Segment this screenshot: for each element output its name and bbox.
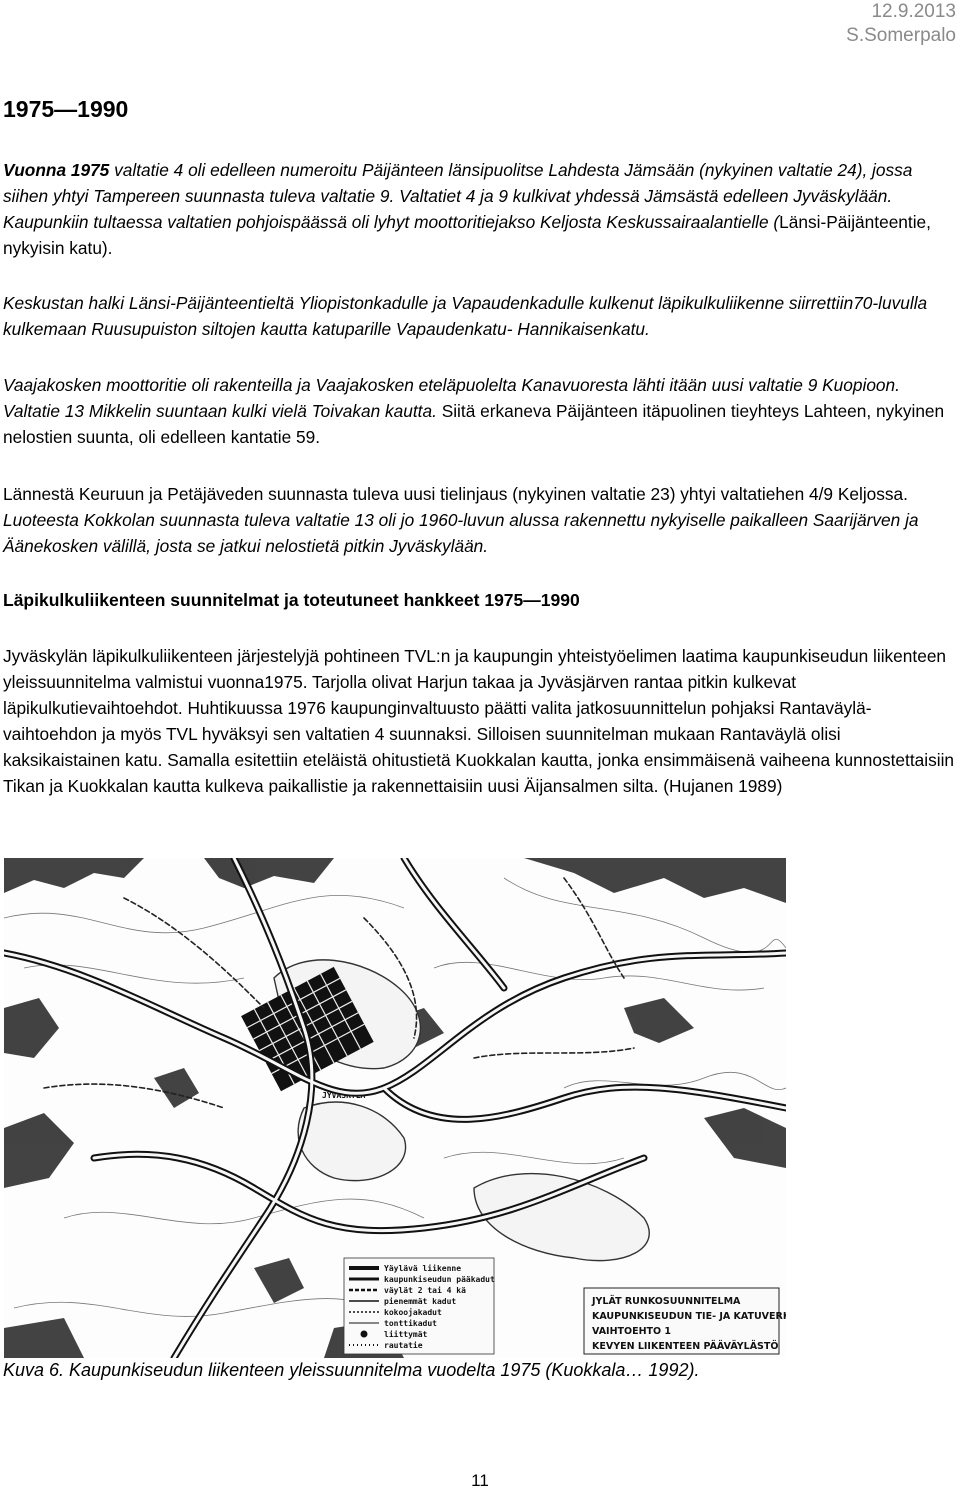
title-block-line: KEVYEN LIIKENTEEN PÄÄVÄYLÄSTÖ bbox=[592, 1341, 779, 1352]
map-drawing bbox=[4, 858, 786, 1358]
map-legend bbox=[344, 1258, 495, 1354]
legend-item: kaupunkiseudun pääkadut bbox=[384, 1275, 495, 1284]
title-block-line: KAUPUNKISEUDUN TIE- JA KATUVERKKO bbox=[592, 1311, 786, 1322]
paragraph-3-italic: Vaajakosken moottoritie oli rakenteilla ja Vaajakosken eteläpuolelta Kanavuoresta lähti itään uusi valtatie 9 Kuopioon. Valtatie 13 Mikkelin suuntaan kulki vielä Toivakan kautta. bbox=[3, 375, 900, 421]
map-city-label: JYVÄSKYLÄ bbox=[322, 1091, 366, 1100]
paragraph-5: Jyväskylän läpikulkuliikenteen järjestelyjä pohtineen TVL:n ja kaupungin yhteistyöelimen laatima kaupunkiseudun liikenteen yleissuunnitelma valmistui vuonna1975. Tarjolla olivat Harjun takaa ja Jyväsjärven rantaa pitkin kulkevat läpikulkutievaihtoehdot. Huhtikuussa 1976 kaupunginvaltuusto päätti valita jatkosuunnittelun pohjaksi Rantaväylä-vaihtoehdon ja myös TVL hyväksyi sen valtatien 4 suunnaksi. Silloisen suunnitelman mukaan Rantaväylä olisi kaksikaistainen katu. Samalla esitettiin eteläistä ohitustietä Kuokkalan kautta, jonka ensimmäisenä vaiheena kunnostettaisiin Tikan ja Kuokkalan kautta kulkeva paikallistie ja rakennettaisiin uusi Äijansalmen silta. (Hujanen 1989) bbox=[3, 646, 955, 796]
paragraph-3 bbox=[3, 372, 958, 450]
legend-item: pienemmät kadut bbox=[384, 1297, 457, 1306]
road-plan-map bbox=[4, 858, 786, 1358]
paragraph-1-tail: Länsi-Päijänteentie, nykyisin katu). bbox=[3, 212, 931, 258]
page-header bbox=[846, 0, 956, 48]
paragraph-1-text: valtatie 4 oli edelleen numeroitu Päijänteen länsipuolitse Lahdesta Jämsään (nykyinen valtatie 24), jossa siihen yhtyi Tampereen suunnasta tuleva valtatie 9. Valtatiet 4 ja 9 kulkivat yhdessä Jämsästä edelleen Jyväskylään. Kaupunkiin tultaessa valtatien pohjoispäässä oli lyhyt moottoritiejakso Keljosta Keskussairaalantielle ( bbox=[3, 160, 913, 232]
legend-item: liittymät bbox=[384, 1330, 428, 1339]
paragraph-2: Keskustan halki Länsi-Päijänteentieltä Yliopistonkadulle ja Vapaudenkadulle kulkenut läpikulkuliikenne siirrettiin70-luvulla kulkemaan Ruusupuiston siltojen kautta katuparille Vapaudenkatu- Hannikaisenkatu. bbox=[3, 293, 928, 339]
legend-item: kokoojakadut bbox=[384, 1308, 442, 1317]
figure-caption: Kuva 6. Kaupunkiseudun liikenteen yleissuunnitelma vuodelta 1975 (Kuokkala… 1992). bbox=[3, 1360, 700, 1380]
paragraph-4-italic: Luoteesta Kokkolan suunnasta tuleva valtatie 13 oli jo 1960-luvun alussa rakennettu nykyiselle paikalleen Saarijärven ja Äänekosken välillä, josta se jatkui nelostietä pitkin Jyväskylään. bbox=[3, 510, 919, 556]
legend-item: tonttikadut bbox=[384, 1319, 437, 1328]
paragraph-4 bbox=[3, 481, 958, 559]
legend-item: rautatie bbox=[384, 1341, 423, 1350]
header-author: S.Somerpalo bbox=[846, 25, 956, 46]
map-title-block bbox=[584, 1288, 786, 1354]
paragraph-4-plain: Lännestä Keuruun ja Petäjäveden suunnasta tuleva uusi tielinjaus (nykyinen valtatie 23) yhtyi valtatiehen 4/9 Keljossa. bbox=[3, 484, 908, 504]
page-title: 1975—1990 bbox=[3, 96, 129, 122]
title-block-line: VAIHTOEHTO 1 bbox=[592, 1326, 672, 1337]
section-title: Läpikulkuliikenteen suunnitelmat ja toteutuneet hankkeet 1975—1990 bbox=[3, 590, 580, 610]
header-date: 12.9.2013 bbox=[871, 1, 956, 22]
page-number: 11 bbox=[471, 1471, 489, 1490]
paragraph-3-plain: Siitä erkaneva Päijänteen itäpuolinen tieyhteys Lahteen, nykyinen nelostien suunta, oli edelleen kantatie 59. bbox=[3, 401, 945, 447]
title-block-line: JYLÄT RUNKOSUUNNITELMA bbox=[592, 1296, 741, 1307]
legend-item: väylät 2 tai 4 kä bbox=[384, 1286, 466, 1295]
paragraph-1 bbox=[3, 157, 958, 261]
legend-item: Yäylävä liikenne bbox=[384, 1264, 462, 1273]
paragraph-1-lead: Vuonna 1975 bbox=[3, 160, 110, 180]
